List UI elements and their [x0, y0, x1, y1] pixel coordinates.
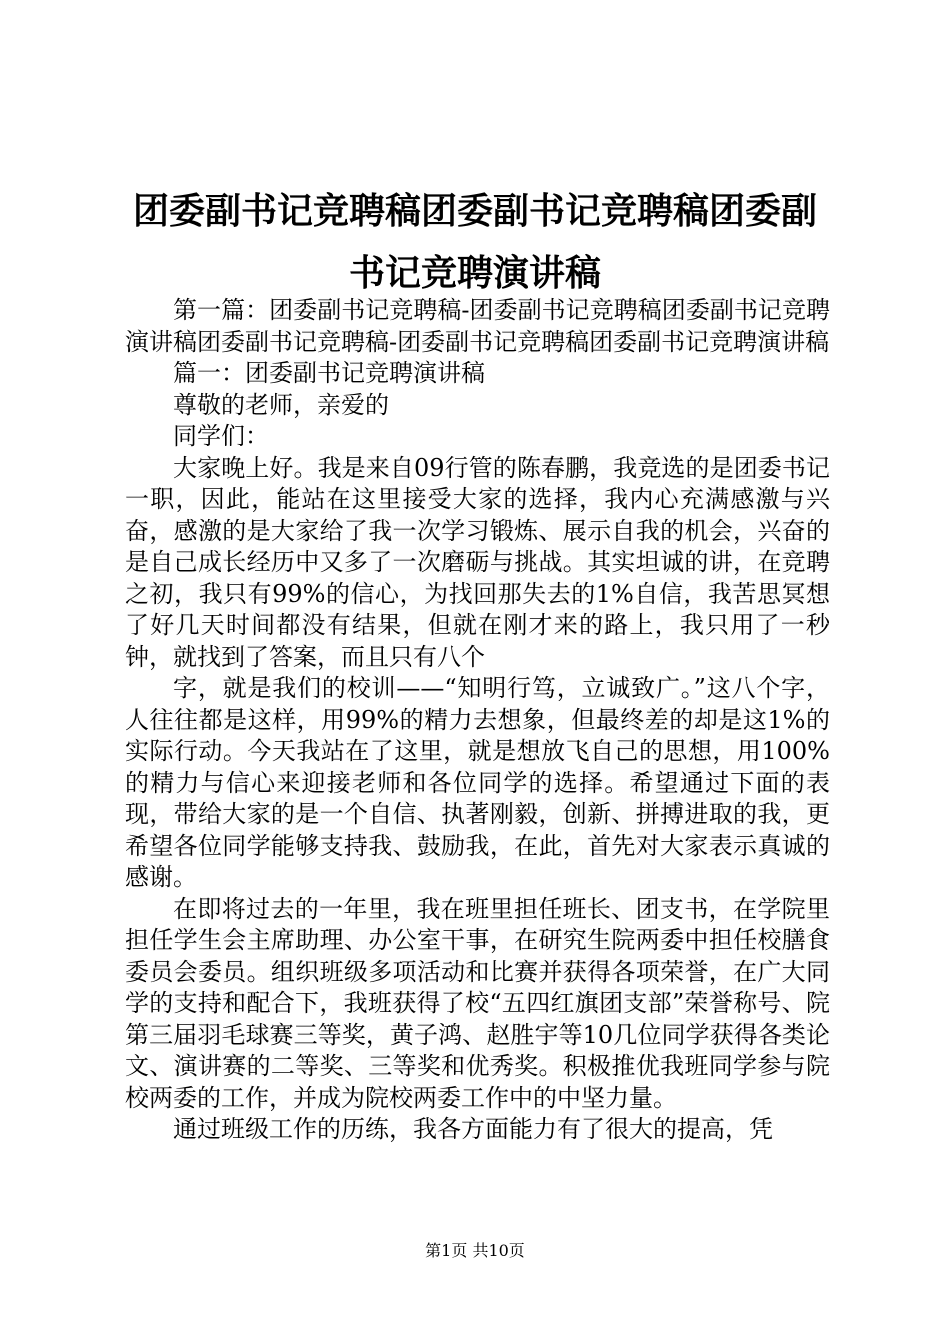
paragraph: 尊敬的老师，亲爱的 [173, 390, 389, 419]
page-footer: 第1页 共10页 [425, 1241, 525, 1260]
document-body [125, 295, 830, 1146]
paragraph: 字，就是我们的校训——“知明行笃，立诚致广。”这八个字，人往往都是这样，用99%的精力去想象，但最终差的却是这1%的实际行动。今天我站在了这里，就是想放飞自己的思想，用100%的精力与信心来迎接老师和各位同学的选择。希望通过下面的表现，带给大家的是一个自信、执著刚毅，创新、拼搏进取的我，更希望各位同学能够支持我、鼓励我，在此，首先对大家表示真诚的感谢。 [125, 674, 830, 891]
paragraph: 通过班级工作的历练，我各方面能力有了很大的提高，凭 [173, 1115, 773, 1143]
paragraph: 同学们： [173, 422, 269, 450]
paragraph: 第一篇：团委副书记竞聘稿-团委副书记竞聘稿团委副书记竞聘演讲稿团委副书记竞聘稿-团委副书记竞聘稿团委副书记竞聘演讲稿 [125, 296, 830, 356]
paragraph: 在即将过去的一年里，我在班里担任班长、团支书，在学院里担任学生会主席助理、办公室干事，在研究生院两委中担任校膳食委员会委员。组织班级多项活动和比赛并获得各项荣誉，在广大同学的支持和配合下，我班获得了校“五四红旗团支部”荣誉称号、院第三届羽毛球赛三等奖，黄子鸿、赵胜宇等10几位同学获得各类论文、演讲赛的二等奖、三等奖和优秀奖。积极推优我班同学参与院校两委的工作，并成为院校两委工作中的中坚力量。 [125, 894, 830, 1112]
paragraph: 篇一：团委副书记竞聘演讲稿 [173, 359, 485, 387]
paragraph: 大家晚上好。我是来自09行管的陈春鹏，我竞选的是团委书记一职，因此，能站在这里接受大家的选择，我内心充满感激与兴奋，感激的是大家给了我一次学习锻炼、展示自我的机会，兴奋的是自己成长经历中又多了一次磨砺与挑战。其实坦诚的讲，在竞聘之初，我只有99%的信心，为找回那失去的1%自信，我苦思冥想了好几天时间都没有结果，但就在刚才来的路上，我只用了一秒钟，就找到了答案，而且只有八个 [125, 453, 830, 671]
document-title: 团委副书记竞聘稿团委副书记竞聘稿团委副书记竞聘演讲稿 [132, 190, 817, 294]
